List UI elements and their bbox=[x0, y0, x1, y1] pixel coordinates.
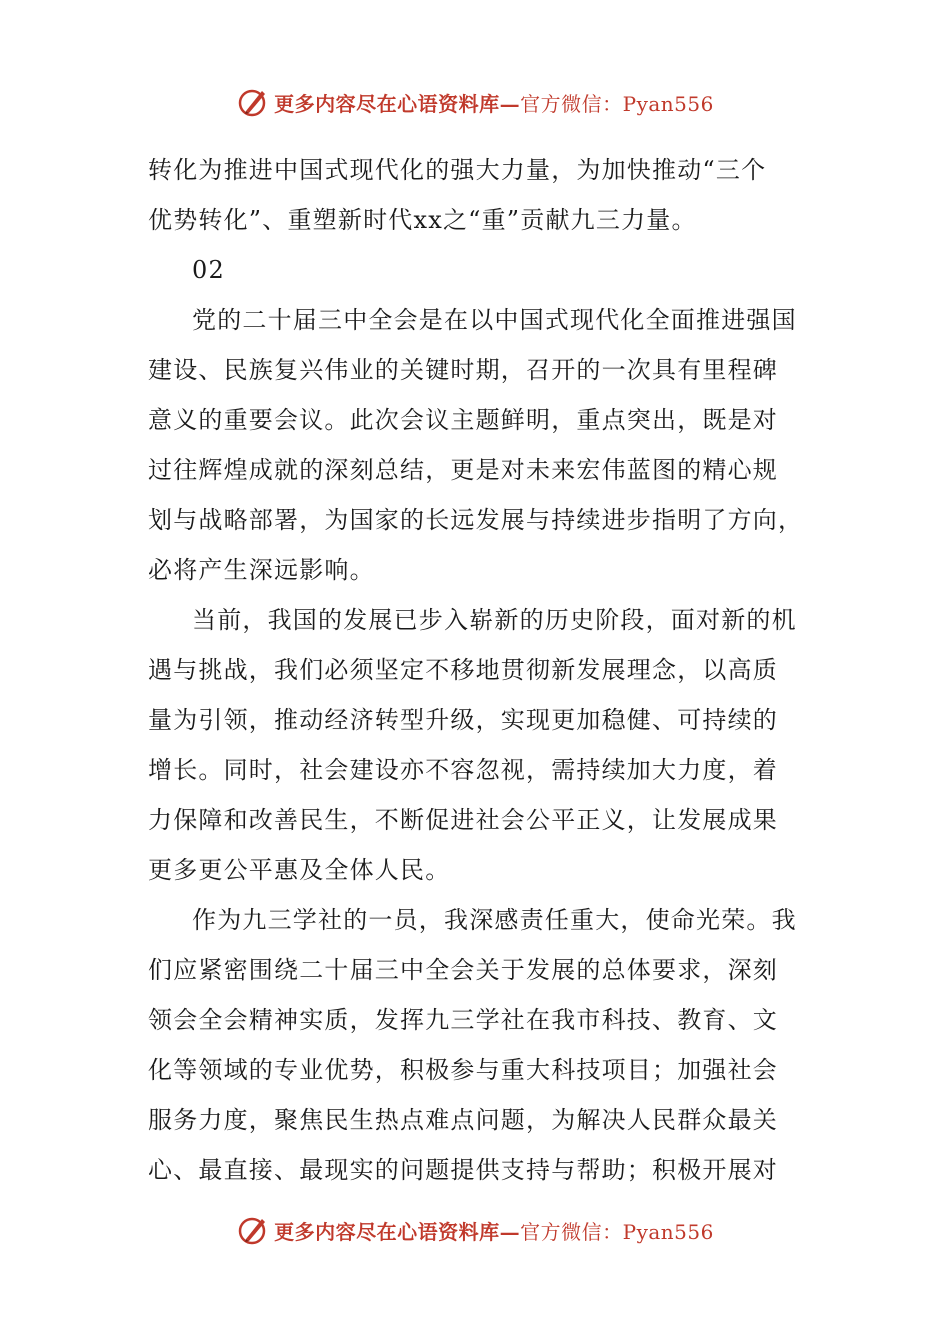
text-line: 力保障和改善民生，不断促进社会公平正义，让发展成果 bbox=[148, 806, 778, 834]
text-line: 意义的重要会议。此次会议主题鲜明，重点突出，既是对 bbox=[148, 406, 778, 434]
text-line: 过往辉煌成就的深刻总结，更是对未来宏伟蓝图的精心规 bbox=[148, 456, 778, 484]
text-line: 建设、民族复兴伟业的关键时期，召开的一次具有里程碑 bbox=[148, 356, 778, 384]
document-body bbox=[148, 145, 808, 1195]
text-line: 当前，我国的发展已步入崭新的历史阶段，面对新的机 bbox=[192, 606, 797, 634]
watermark-wechat-id: Pyan556 bbox=[622, 91, 714, 116]
text-line: 更多更公平惠及全体人民。 bbox=[148, 856, 451, 884]
text-line: 量为引领，推动经济转型升级，实现更加稳健、可持续的 bbox=[148, 706, 778, 734]
header-watermark bbox=[0, 82, 950, 122]
watermark-site: 更多内容尽在心语资料库 bbox=[274, 91, 500, 116]
text-line: 划与战略部署，为国家的长远发展与持续进步指明了方向， bbox=[148, 506, 804, 534]
text-line: 作为九三学社的一员，我深感责任重大，使命光荣。我 bbox=[192, 906, 797, 934]
text-line: 转化为推进中国式现代化的强大力量，为加快推动“三个 bbox=[148, 156, 767, 184]
watermark-wechat-id: Pyan556 bbox=[622, 1219, 714, 1244]
watermark-wechat-label: 官方微信： bbox=[520, 1219, 623, 1244]
watermark-wechat-label: 官方微信： bbox=[520, 91, 623, 116]
text-line: 服务力度，聚焦民生热点难点问题，为解决人民群众最关 bbox=[148, 1106, 778, 1134]
pen-circle-icon bbox=[236, 1213, 270, 1247]
text-line: 党的二十届三中全会是在以中国式现代化全面推进强国 bbox=[192, 306, 797, 334]
text-line: 必将产生深远影响。 bbox=[148, 556, 375, 584]
pen-circle-icon bbox=[236, 85, 270, 119]
watermark-dash: — bbox=[499, 1219, 521, 1244]
footer-watermark bbox=[0, 1210, 950, 1250]
watermark-dash: — bbox=[499, 91, 521, 116]
text-line: 心、最直接、最现实的问题提供支持与帮助；积极开展对 bbox=[148, 1156, 778, 1184]
watermark-site: 更多内容尽在心语资料库 bbox=[274, 1219, 500, 1244]
text-line: 增长。同时，社会建设亦不容忽视，需持续加大力度，着 bbox=[148, 756, 778, 784]
text-line: 02 bbox=[192, 256, 225, 284]
text-line: 们应紧密围绕二十届三中全会关于发展的总体要求，深刻 bbox=[148, 956, 778, 984]
text-line: 优势转化”、重塑新时代xx之“重”贡献九三力量。 bbox=[148, 206, 697, 234]
text-line: 化等领域的专业优势，积极参与重大科技项目；加强社会 bbox=[148, 1056, 778, 1084]
text-line: 领会全会精神实质，发挥九三学社在我市科技、教育、文 bbox=[148, 1006, 778, 1034]
text-line: 遇与挑战，我们必须坚定不移地贯彻新发展理念，以高质 bbox=[148, 656, 778, 684]
